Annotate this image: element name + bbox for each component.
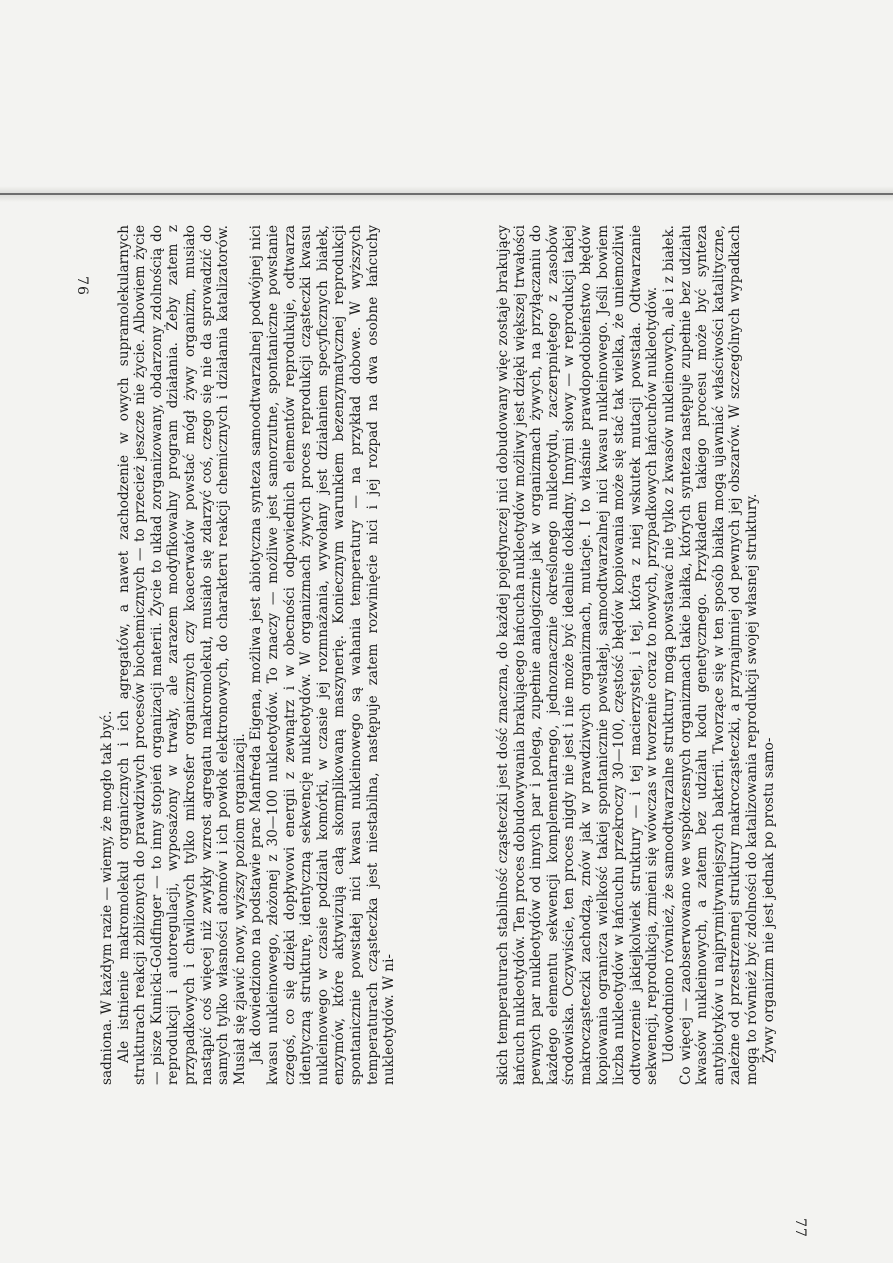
paragraph: Jak dowiedziono na podstawie prac Manfreda Eigena, możliwa jest abiotyczna synteza samoodtwarzalnej podwójnej nici kwasu nukleinowego, złożonej z 30—100 nukleotydów. To znaczy — możliwe jest samorzutne, spontaniczne powstanie czegoś, co się dzięki dopływowi energii z zewnątrz i w obecności odpowiednich elementów reprodukuje, odtwarza identyczną strukturę, identyczną sekwencję nukleotydów. W organizmach żywych proces reprodukcji cząsteczki kwasu nukleinowego w czasie podziału komórki, w czasie jej rozmnażania, wywołany jest działaniem specyficznych białek, enzymów, które aktywizują całą skomplikowaną maszynerię. Koniecznym warunkiem bezenzymatycznej reprodukcji spontanicznie powstałej nici kwasu nukleinowego są wahania temperatury — na przykład dobowe. W wyższych temperaturach cząsteczka jest niestabilna, następuje zatem rozwinięcie nici i jej rozpad na dwa osobne łańcuchy nukleotydów. W ni-: [248, 225, 398, 1085]
paragraph: Ale istnienie makromolekuł organicznych i ich agregatów, a nawet zachodzenie w owych supramolekularnych strukturach reakcji zbliżonych do prawdziwych procesów biochemicznych — to przecież jeszcze nie życie. Albowiem życie — pisze Kunicki-Goldfinger — to inny stopień organizacji materii. Życie to układ zorganizowany, obdarzony zdolnością do reprodukcji i autoregulacji, wyposażony w trwały, ale zarazem modyfikowalny program działania. Żeby zatem z przypadkowych i chwilowych tylko mikrosfer organicznych czy koacerwatów powstać mógł żywy organizm, musiało nastąpić coś więcej niż zwykły wzrost agregatu makromolekuł, musiało się zdarzyć coś, czego się nie da sprowadzić do samych tylko własności atomów i ich powłok elektronowych, do charakteru reakcji chemicznych i działania katalizatorów. Musiał się zjawić nowy, wyższy poziom organizacji.: [115, 225, 248, 1085]
page-number-left: 76: [73, 276, 90, 296]
paragraph: sadniona. W każdym razie — wiemy, że mogło tak być.: [99, 710, 115, 1085]
left-page: [99, 215, 429, 1085]
paragraph: Udowodniono również, że samoodtwarzalne struktury mogą powstawać nie tylko z kwasów nukleinowych, ale i z białek. Co więcej — zaobserwowano we współczesnych organizmach takie białka, których synteza następuje zupełnie bez udziału kwasów nukleinowych, a zatem bez udziału kodu genetycznego. Przykładem takiego procesu może być synteza antybiotyków u najprymitywniejszych bakterii. Tworzące się w ten sposób białka mogą ujawniać właściwości katalityczne, zależne od przestrzennej struktury makrocząsteczki, a przynajmniej od pewnych jej obszarów. W szczególnych wypadkach mogą to również być zdolności do katalizowania reprodukcji swojej własnej struktury.: [660, 225, 760, 1085]
page-fold-line: [0, 193, 893, 195]
paragraph: skich temperaturach stabilność cząsteczki jest dość znaczna, do każdej pojedynczej nici dobudowany więc zostaje brakujący łańcuch nukleotydów. Ten proces dobudowywania brakującego łańcucha nukleotydów możliwy jest dzięki większej trwałości pewnych par nukleotydów od innych par i polega, zupełnie analogicznie jak w organizmach żywych, na przyłączaniu do każdego elementu sekwencji komplementarnego, jednoznacznie określonego nukleotydu, zaczerpniętego z zasobów środowiska. Oczywiście, ten proces nigdy nie jest i nie może być idealnie dokładny. Innymi słowy — w reprodukcji takiej makrocząsteczki zachodzą, znów jak w prawdziwych organizmach, mutacje. I to właśnie prawdopodobieństwo błędów kopiowania ogranicza wielkość takiej spontanicznie powstałej, samoodtwarzalnej nici kwasu nukleinowego. Jeśli bowiem liczba nukleotydów w łańcuchu przekroczy 30—100, częstość błędów kopiowania może się stać tak wielka, że uniemożliwi odtworzenie jakiejkolwiek struktury — i tej macierzystej, i tej, która z niej wskutek mutacji powstała. Odtwarzanie sekwencji, reprodukcja, zmieni się wówczas w tworzenie coraz to nowych, przypadkowych łańcuchów nukleotydów.: [495, 225, 661, 1085]
right-page-text: [495, 225, 777, 1085]
left-page-text: [99, 225, 398, 1085]
page-number-right: 77: [791, 1218, 808, 1238]
paragraph: Żywy organizm nie jest jednak po prostu samo-: [760, 737, 777, 1063]
right-page: [495, 215, 825, 1085]
